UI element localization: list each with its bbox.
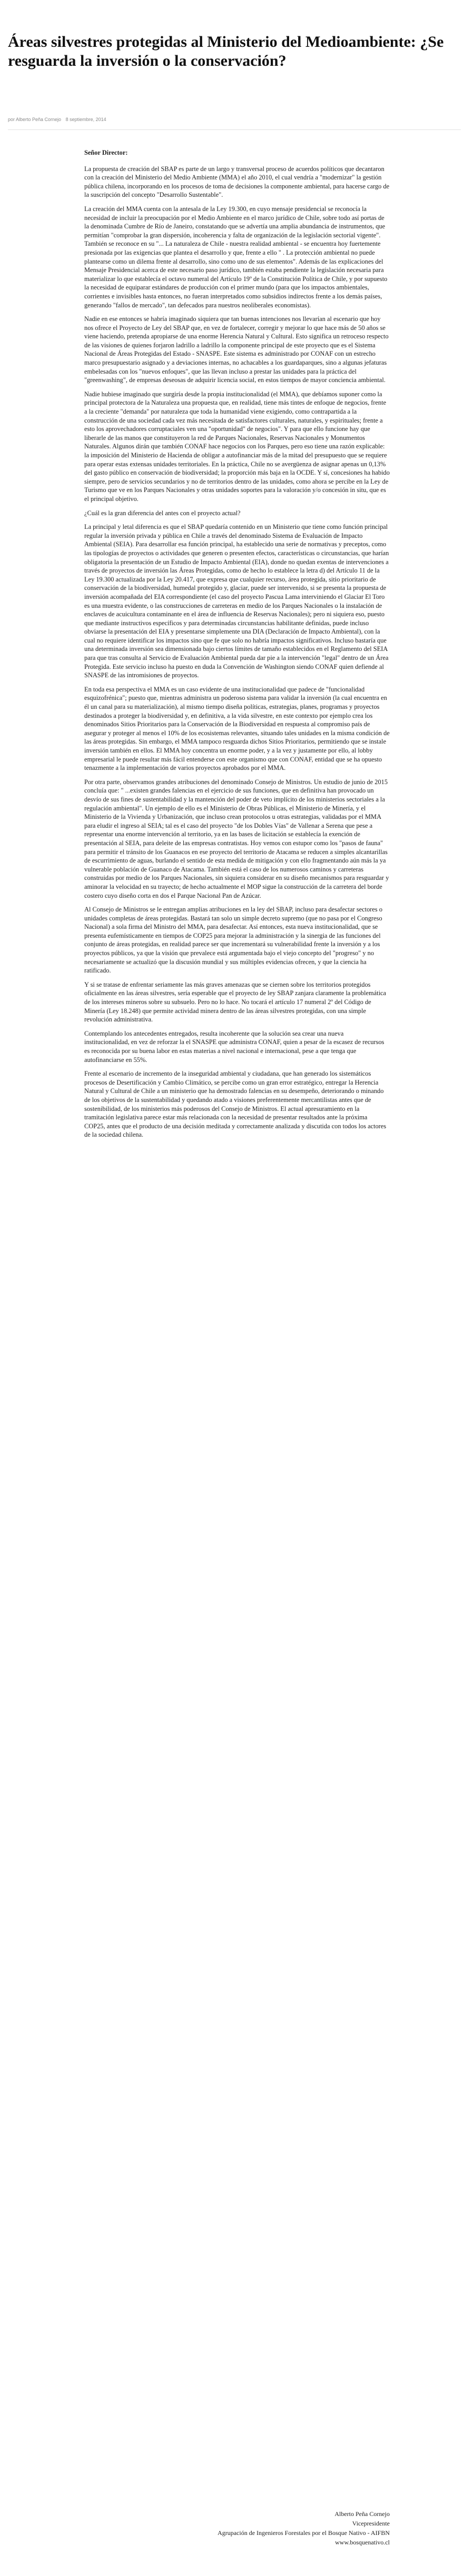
signature-organization: Agrupación de Ingenieros Forestales por el Bosque Nativo - AIFBN xyxy=(218,2529,390,2537)
signature-website-link[interactable]: www.bosquenativo.cl xyxy=(335,2539,390,2546)
paragraph: Contemplando los antecedentes entregados, resulta incoherente que la solución sea crear una nueva institucionalidad, en vez de reforzar la el SNASPE que administra CONAF, quien a pesar de la escasez de recursos es reconocida por su buena labor en estas materias a nivel nacional e internacional, pese a que tenga que autofinanciarse en 55%. xyxy=(84,1029,384,1064)
paragraph: Frente al escenario de incremento de la inseguridad ambiental y ciudadana, que han generado los sistemáticos procesos de Desertificación y Cambio Climático, se percibe como un gran error estratégico, entregar la Herencia Natural y Cultural de Chile a un ministerio que ha demostrado falencias en su desempeño, deteriorando o minando de los objetivos de la sustentabilidad y quedando atado a visiones preferentemente mercantilistas antes que de sostenibilidad, de los ministerios más poderosos del Consejo de Ministros. El actual apresuramiento en la tramitación legislativa parece estar más relacionada con la necesidad de presentar resultados ante la próxima COP25, antes que el producto de una decisión meditada y correctamente analizada y discutida con todos los actores de la sociedad chilena. xyxy=(84,1070,387,1139)
paragraph: La creación del MMA cuenta con la antesala de la Ley 19.300, en cuyo mensaje presidencial se reconocía la necesidad de incluir la preocupación por el Medio Ambiente en el marco jurídico de Chile, sobre todo así portas de la denominada Cumbre de Río de Janeiro, constatando que se advertía una amplia abundancia de instrumentos, que permitían "comprobar la gran dispersión, incoherencia y falta de organización de la legislación sectorial vigente". También se reconoce en su "... La naturaleza de Chile - nuestra realidad ambiental - se encuentra hoy fuertemente presionada por las exigencias que plantea el desarrollo y que, frente a ello " . La protección ambiental no puede plantearse como un dilema frente al desarrollo, sino como uno de sus elementos". Además de las explicaciones del Mensaje Presidencial acerca de este necesario paso jurídico, también estaba pendiente la legislación necesaria para materializar lo que establecía el octavo numeral del Artículo 19º de la Constitución Política de Chile, y por supuesto la necesidad de equiparar estándares de producción con el primer mundo (para que los impactos ambientales, corrientes e invisibles hasta entonces, no fueran interpretados como subsidios indirectos frente a los demás países, generando "fallos de mercado", tan defecados para nuestros neoliberales economistas). xyxy=(84,205,388,309)
paragraph: Nadie en ese entonces se habría imaginado siquiera que tan buenas intenciones nos llevarían al escenario que hoy nos ofrece el Proyecto de Ley del SBAP que, en vez de fortalecer, corregir y mejorar lo que hace más de 50 años se viene haciendo, pretenda apropiarse de una enorme Herencia Natural y Cultural. Esto significa un retroceso respecto de las visiones de quienes forjaron ladrillo a ladrillo la componente principal de este proyecto que es el Sistema Nacional de Áreas Protegidas del Estado - SNASPE. Este sistema es administrado por CONAF con un estrecho marco presupuestario asignado y a deviaciones internas, no achacables a los guardaparques, sino a algunas jefaturas embelesadas con los "nuevos enfoques", que las llevan incluso a prestar las unidades para la práctica del "greenwashing", de empresas deseosas de adquirir licencia social, en estos tiempos de mayor conciencia ambiental. xyxy=(84,315,389,384)
paragraph: La propuesta de creación del SBAP es parte de un largo y transversal proceso de acuerdos políticos que decantaron con la creación del Ministerio del Medio Ambiente (MMA) el año 2010, el cual vendría a "modernizar" la gestión pública chilena, incorporando en los procesos de toma de decisiones la componente ambiental, para hacerse cargo de la suscripción del concepto "Desarrollo Sustentable". xyxy=(84,165,390,199)
paragraph: Por otra parte, observamos grandes atribuciones del denominado Consejo de Ministros. Un estudio de junio de 2015 concluía que: " ...existen grandes falencias en el ejercicio de sus funciones, que en definitiva han provocado un desvío de sus fines de sustentabilidad y la mantención del poder de veto implícito de los ministerios sectoriales a la regulación ambiental". Un ejemplo de ello es el Ministerio de Obras Públicas, el Ministerio de Minería, y el Ministerio de la Vivienda y Urbanización, que incluso crean protocolos u otras estrategias, validadas por el MMA para eludir el ingreso al SEIA; tal es el caso del proyecto "de los Dobles Vías" de Vallenar a Serena que pese a representar una enorme intervención al territorio, ya en las bases de licitación se establecía la exención de presentación al SEIA, para deleite de las empresas contratistas. Hoy vemos con estupor como los "pasos de fauna" para permitir el tránsito de los Guanacos en ese proyecto del territorio de Atacama se reducen a simples alcantarillas de escurrimiento de aguas, burlando el sentido de esta medida de mitigación y con ello fragmentando aún más la ya vulnerable población de Guanaco de Atacama. También está el caso de los numerosos caminos y carreteras construidas por medio de los Parques Nacionales, sin siquiera considerar en su diseño mecanismos para resguardar y aminorar la velocidad en su trayecto; de hecho actualmente el MOP sigue la construcción de la carretera del borde costero cuyo diseño corta en dos el Parque Nacional Pan de Azúcar. xyxy=(84,778,389,899)
article-meta xyxy=(8,117,110,122)
signature-name: Alberto Peña Cornejo xyxy=(334,2510,390,2518)
byline[interactable]: por Alberto Peña Cornejo xyxy=(8,117,62,122)
signature-role: Vicepresidente xyxy=(352,2520,390,2527)
paragraph: Y si se tratase de enfrentar seriamente las más graves amenazas que se ciernen sobre los territorios protegidos oficialmente en las áreas silvestres, sería esperable que el proyecto de ley SBAP zanjara claramente la problemática de los intereses mineros sobre su subsuelo. Pero no lo hace. No tocará el artículo 17 numeral 2º del Código de Minería (Ley 18.248) que permite actividad minera dentro de las áreas silvestres protegidas, con una simple revolución administrativa. xyxy=(84,980,387,1024)
paragraph: La principal y letal diferencia es que el SBAP quedaría contenido en un Ministerio que tiene como función principal regular la inversión privada y pública en Chile a través del denominado Sistema de Evaluación de Impacto Ambiental (SEIA). Para desarrollar esa función principal, ha establecido una serie de normativas y preceptos, como las tipologías de proyectos o actividades que generen o presenten efectos, características o circunstancias, que harían obligatoria la presentación de un Estudio de Impacto Ambiental (EIA), donde no quedan exentas de intervenciones a través de proyectos de inversión las Áreas Protegidas, como de hecho lo establece la letra d) del Artículo 11 de la Ley 19.300 actualizada por la Ley 20.417, que expresa que cualquier recurso, área protegida, sitio prioritario de conservación de la biodiversidad, humedal protegido y, glaciar, puede ser intervenido, si se presenta la propuesta de inversión acompañada del EIA correspondiente (el caso del proyecto Pascua Lama interviniendo el Glaciar El Toro es una muestra evidente, o las construcciones de carreteras en medio de los Parques Nacionales o la instalación de enclaves de acuicultura contaminante en el área de influencia de Reservas Nacionales); pero ni siquiera eso, puesto que mediante instructivos específicos y para determinadas circunstancias habilitante definidas, puede incluso obviarse la presentación del EIA y presentarse simplemente una DIA (Declaración de Impacto Ambiental), con la cual no requiere identificar los impactos sino que fe que solo no habría impactos significativos. Incluso bastaría que una determinada inversión sea dimensionada bajo ciertos límites de tamaño establecidos en el Reglamento del SEIA para que tras consulta al Servicio de Evaluación Ambiental pueda dar pie a la intervención "legal" dentro de un Área Protegida. Este servicio incluso ha puesto en duda la Convención de Washington siendo CONAF quien defiende al SNASPE de las intromisiones de proyectos. xyxy=(84,523,389,679)
publish-date: 8 septiembre, 2014 xyxy=(65,117,106,122)
paragraph-question: ¿Cuál es la gran diferencia del antes con el proyecto actual? xyxy=(84,509,241,517)
greeting: Señor Director: xyxy=(84,149,128,156)
article-body xyxy=(84,148,390,1145)
paragraph: Nadie hubiese imaginado que surgiría desde la propia institucionalidad (el MMA), que debíamos suponer como la principal protectora de la Naturaleza una propuesta que, en realidad, tiene más tintes de enfoque de negocios, frente a la creciente "demanda" por naturaleza que toda la humanidad viene exigiendo, como contrapartida a la construcción de una sociedad cada vez más necesitada de satisfactores culturales, naturales, y espirituales; frente a esto los aprovechadores corruptaciales ven una "oportunidad" de negocios". Y para que ello funcione hay que liberarle de las manos que constituyeron la red de Parques Nacionales, Reservas Nacionales y Monumentos Naturales. Algunos dirán que también CONAF hace negocios con los Parques, pero eso tiene una razón explicable: la imposición del Ministerio de Hacienda de obligar a autofinanciar más de la mitad del presupuesto que se requiere para operar estas extensas unidades territoriales. En la práctica, Chile no se avergüenza de asignar apenas un 0,13% del gasto público en conservación de biodiversidad; la proporción más baja en la OCDE. Y sí, concesiones ha habido siempre, pero de servicios secundarios y no de territorios dentro de las unidades, como ahora se percibe en la Ley de Turismo que ve en los Parques Nacionales y otras unidades soportes para la valoración y/o concesión in situ, que es el principal objetivo. xyxy=(84,390,390,503)
article-title: Áreas silvestres protegidas al Ministerio del Medioambiente: ¿Se resguarda la inversión o la conservación? xyxy=(8,33,444,69)
paragraph: Al Consejo de Ministros se le entregan amplias atribuciones en la ley del SBAP, incluso para desafectar sectores o unidades completas de áreas protegidas. Bastará tan solo un simple decreto supremo (que no pasa por el Congreso Nacional) a sola firma del Ministro del MMA, para desafectar. Así entonces, esta nueva institucionalidad, que se presenta eufemísticamente en tiempos de COP25 para mejorar la administración y la sinergia de las funciones del conjunto de áreas protegidas, en realidad parece ser que incrementará su vulnerabilidad frente la inversión y a los proyectos públicos, ya que la visión que prevalece está argumentada bajo el viejo concepto del "progreso" y no necesariamente se actualizó que la discusión mundial y sus múltiples evidencias ofrecen, y que la ciencia ha ratificado. xyxy=(84,906,383,975)
top-divider xyxy=(8,129,461,130)
paragraph: En toda esa perspectiva el MMA es un caso evidente de una institucionalidad que padece de "funcionalidad esquizofrénica"; puesto que, mientras administra un poderoso sistema para validar la inversión (la cual encuentra en él un canal para su materialización), al mismo tiempo diseña políticas, estrategias, planes, programas y proyectos destinados a proteger la biodiversidad y, en definitiva, a la vida silvestre, en este contexto por ejemplo crea los denominados Sitios Prioritarios para la Conservación de la Biodiversidad en respuesta al compromiso país de asegurar y proteger al menos el 10% de los ecosistemas relevantes, situando tales unidades en la misma condición de las áreas protegidas. Sin embargo, el MMA tampoco resguarda dichos Sitios Prioritarios, permitiendo que se instale inversión también en ellos. El MMA hoy concentra un enorme poder, y a la vez y justamente por ello, al lobby empresarial le puede resultar más fácil entenderse con este organismo que con CONAF, entidad que se ha opuesto tenazmente a la implementación de varios proyectos aprobados por el MMA. xyxy=(84,685,390,772)
signature-block xyxy=(169,2509,390,2547)
